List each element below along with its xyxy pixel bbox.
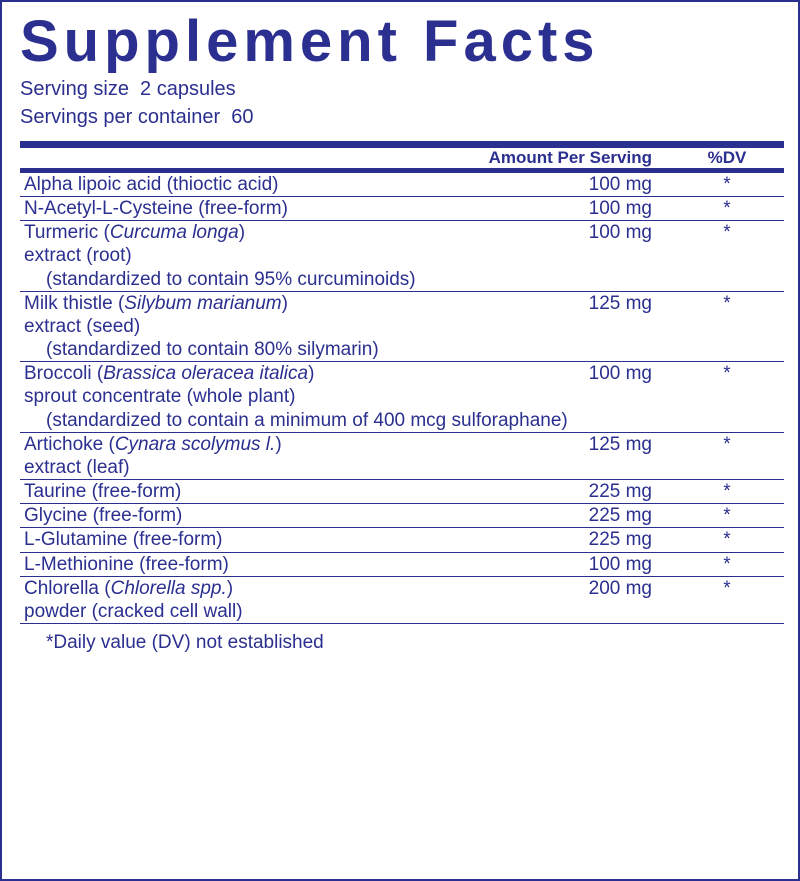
dv-asterisk: *	[723, 173, 731, 195]
servings-per-container-line: Servings per container 60	[20, 105, 254, 128]
ingredient-name-line: (standardized to contain 95% curcuminoids)	[46, 268, 416, 290]
table-row	[20, 577, 784, 623]
ingredient-name-line: N-Acetyl-L-Cysteine (free-form)	[24, 198, 288, 220]
table-row	[20, 553, 784, 576]
ingredient-name-line: (standardized to contain 80% silymarin)	[46, 339, 379, 361]
table-row	[20, 528, 784, 551]
ingredient-name	[20, 553, 470, 576]
ingredient-percent-dv	[670, 577, 784, 623]
ingredient-percent-dv	[670, 528, 784, 551]
dv-asterisk: *	[723, 553, 731, 575]
ingredient-name-line: sprout concentrate (whole plant)	[24, 386, 296, 408]
ingredient-name	[20, 292, 470, 362]
header-percent-dv: %DV	[707, 147, 747, 167]
dv-asterisk: *	[723, 433, 731, 455]
ingredient-name-line: Artichoke (Cynara scolymus l.)	[24, 433, 282, 455]
ingredient-name	[20, 577, 470, 623]
ingredient-percent-dv	[670, 480, 784, 503]
table-row	[20, 504, 784, 527]
dv-asterisk: *	[723, 529, 731, 551]
ingredient-amount: 225 mg	[588, 505, 652, 527]
ingredient-percent-dv	[670, 504, 784, 527]
table-row	[20, 433, 784, 479]
ingredient-amount: 125 mg	[588, 292, 652, 314]
dv-asterisk: *	[723, 292, 731, 314]
ingredient-name	[20, 480, 470, 503]
footnote-daily-value: *Daily value (DV) not established	[46, 632, 324, 654]
ingredient-amount: 100 mg	[588, 553, 652, 575]
ingredient-name-line: (standardized to contain a minimum of 400 mcg sulforaphane)	[46, 409, 568, 431]
ingredient-name-line: Chlorella (Chlorella spp.)	[24, 577, 234, 599]
page-title: Supplement Facts	[20, 9, 600, 74]
ingredient-percent-dv	[670, 433, 784, 479]
ingredient-name-line: Glycine (free-form)	[24, 505, 183, 527]
dv-asterisk: *	[723, 363, 731, 385]
ingredient-percent-dv	[670, 362, 784, 432]
header-top-rule	[20, 141, 784, 148]
header-amount-per-serving: Amount Per Serving	[488, 147, 652, 167]
ingredient-amount: 100 mg	[588, 363, 652, 385]
serving-size-line: Serving size 2 capsules	[20, 77, 236, 100]
ingredient-name-line: extract (root)	[24, 245, 132, 267]
ingredient-amount: 100 mg	[588, 198, 652, 220]
ingredient-name-line: extract (seed)	[24, 315, 141, 337]
table-header-row	[20, 148, 784, 168]
ingredient-amount: 200 mg	[588, 577, 652, 599]
facts-table	[20, 148, 784, 623]
ingredient-name	[20, 221, 470, 291]
ingredient-name	[20, 504, 470, 527]
ingredient-percent-dv	[670, 292, 784, 362]
ingredient-percent-dv	[670, 221, 784, 291]
dv-asterisk: *	[723, 222, 731, 244]
ingredient-percent-dv	[670, 553, 784, 576]
table-row	[20, 362, 784, 432]
ingredient-name-line: Taurine (free-form)	[24, 481, 182, 503]
table-row	[20, 173, 784, 196]
ingredient-name-line: powder (cracked cell wall)	[24, 600, 243, 622]
ingredient-name-line: Turmeric (Curcuma longa)	[24, 222, 246, 244]
ingredient-percent-dv	[670, 173, 784, 196]
ingredient-amount: 125 mg	[588, 433, 652, 455]
ingredient-amount: 100 mg	[588, 222, 652, 244]
ingredient-amount: 225 mg	[588, 529, 652, 551]
header-name	[20, 148, 470, 168]
ingredient-name-line: extract (leaf)	[24, 456, 130, 478]
ingredient-amount: 100 mg	[588, 173, 652, 195]
ingredient-name-line: Alpha lipoic acid (thioctic acid)	[24, 173, 279, 195]
dv-asterisk: *	[723, 505, 731, 527]
ingredient-name-line: L-Methionine (free-form)	[24, 553, 229, 575]
ingredient-name	[20, 528, 470, 551]
ingredient-name-line: Broccoli (Brassica oleracea italica)	[24, 363, 315, 385]
ingredient-name	[20, 173, 470, 196]
ingredient-amount: 225 mg	[588, 481, 652, 503]
ingredient-name	[20, 433, 470, 479]
dv-asterisk: *	[723, 577, 731, 599]
ingredient-name-line: Milk thistle (Silybum marianum)	[24, 292, 288, 314]
ingredient-percent-dv	[670, 197, 784, 220]
table-row	[20, 292, 784, 362]
dv-asterisk: *	[723, 481, 731, 503]
ingredient-name	[20, 362, 568, 432]
ingredient-name	[20, 197, 470, 220]
table-row	[20, 221, 784, 291]
table-row	[20, 480, 784, 503]
ingredient-name-line: L-Glutamine (free-form)	[24, 529, 223, 551]
dv-asterisk: *	[723, 198, 731, 220]
table-row	[20, 197, 784, 220]
